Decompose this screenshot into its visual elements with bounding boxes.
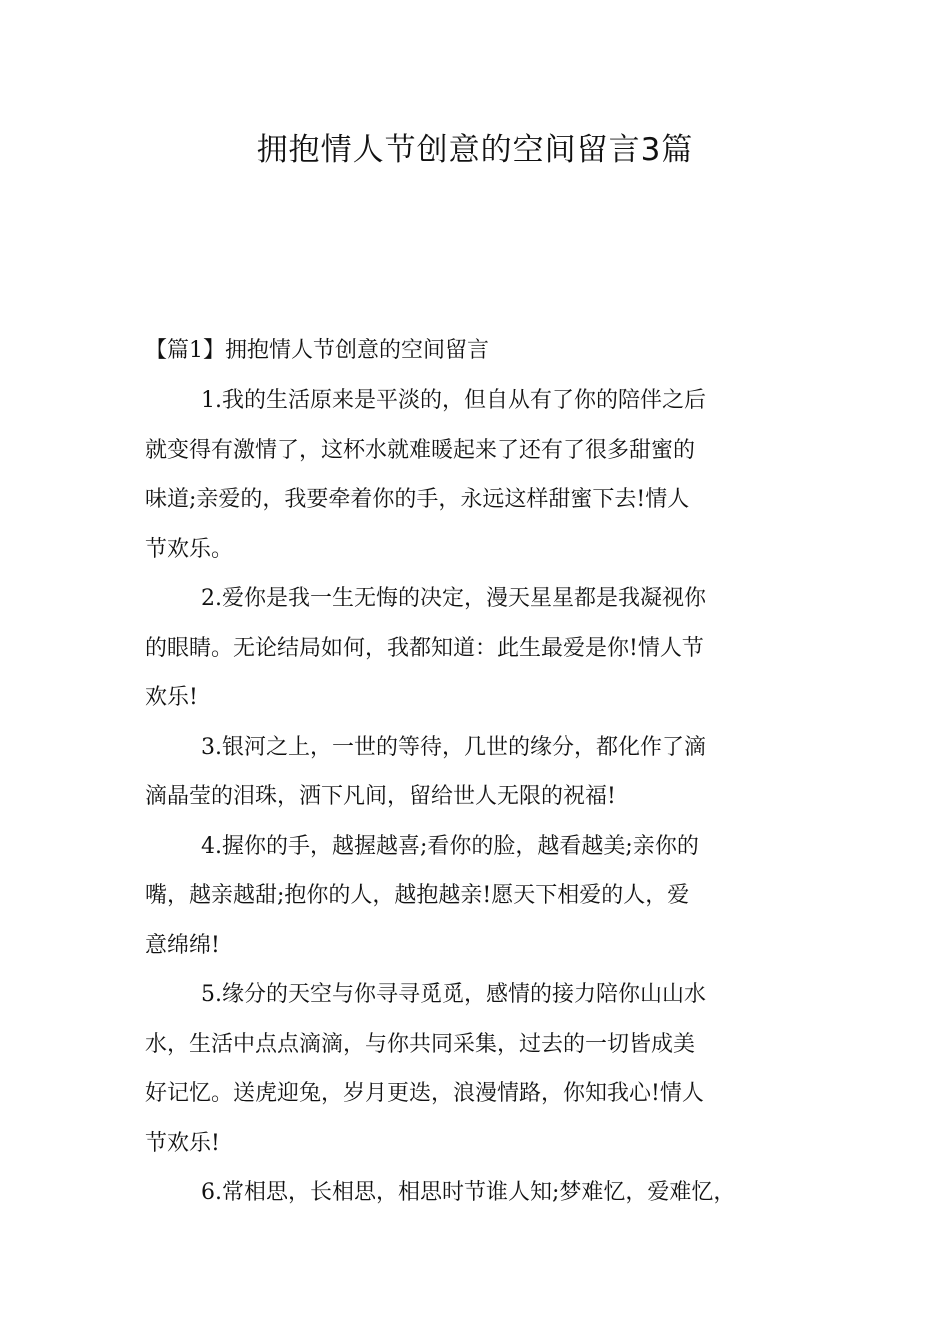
paragraph-line: 的眼睛。无论结局如何，我都知道：此生最爱是你!情人节: [145, 635, 704, 661]
paragraph-line: 滴晶莹的泪珠，洒下凡间，留给世人无限的祝福!: [145, 784, 616, 809]
paragraph-line: 欢乐!: [145, 685, 198, 710]
paragraph-2: [145, 574, 825, 723]
paragraph-line: 5.缘分的天空与你寻寻觅觅，感情的接力陪你山山水: [201, 982, 706, 1007]
section-heading: 【篇1】拥抱情人节创意的空间留言: [145, 338, 489, 363]
paragraph-line: 味道;亲爱的，我要牵着你的手，永远这样甜蜜下去!情人: [145, 487, 690, 512]
document-body: [145, 326, 825, 1218]
paragraph-line: 嘴，越亲越甜;抱你的人，越抱越亲!愿天下相爱的人，爱: [145, 883, 690, 908]
paragraph-line: 就变得有激情了，这杯水就难暖起来了还有了很多甜蜜的: [145, 437, 696, 463]
paragraph-line: 节欢乐!: [145, 1130, 220, 1156]
paragraph-line: 6.常相思，长相思，相思时节谁人知;梦难忆，爱难忆，: [201, 1180, 736, 1205]
paragraph-line: 1.我的生活原来是平淡的，但自从有了你的陪伴之后: [201, 388, 706, 413]
paragraph-1: [145, 376, 825, 574]
paragraph-line: 3.银河之上，一世的等待，几世的缘分，都化作了滴: [201, 734, 706, 760]
paragraph-4: [145, 822, 825, 971]
paragraph-5: [145, 970, 825, 1168]
document-title: 拥抱情人节创意的空间留言3篇: [256, 132, 694, 168]
paragraph-line: 意绵绵!: [145, 932, 220, 958]
paragraph-3: [145, 723, 825, 822]
paragraph-line: 好记忆。送虎迎兔，岁月更迭，浪漫情路，你知我心!情人: [145, 1081, 704, 1106]
paragraph-line: 4.握你的手，越握越喜;看你的脸，越看越美;亲你的: [201, 833, 699, 859]
paragraph-line: 节欢乐。: [145, 536, 234, 562]
paragraph-line: 2.爱你是我一生无悔的决定，漫天星星都是我凝视你: [201, 586, 706, 611]
paragraph-6: [145, 1168, 825, 1218]
paragraph-line: 水，生活中点点滴滴，与你共同采集，过去的一切皆成美: [145, 1031, 696, 1057]
